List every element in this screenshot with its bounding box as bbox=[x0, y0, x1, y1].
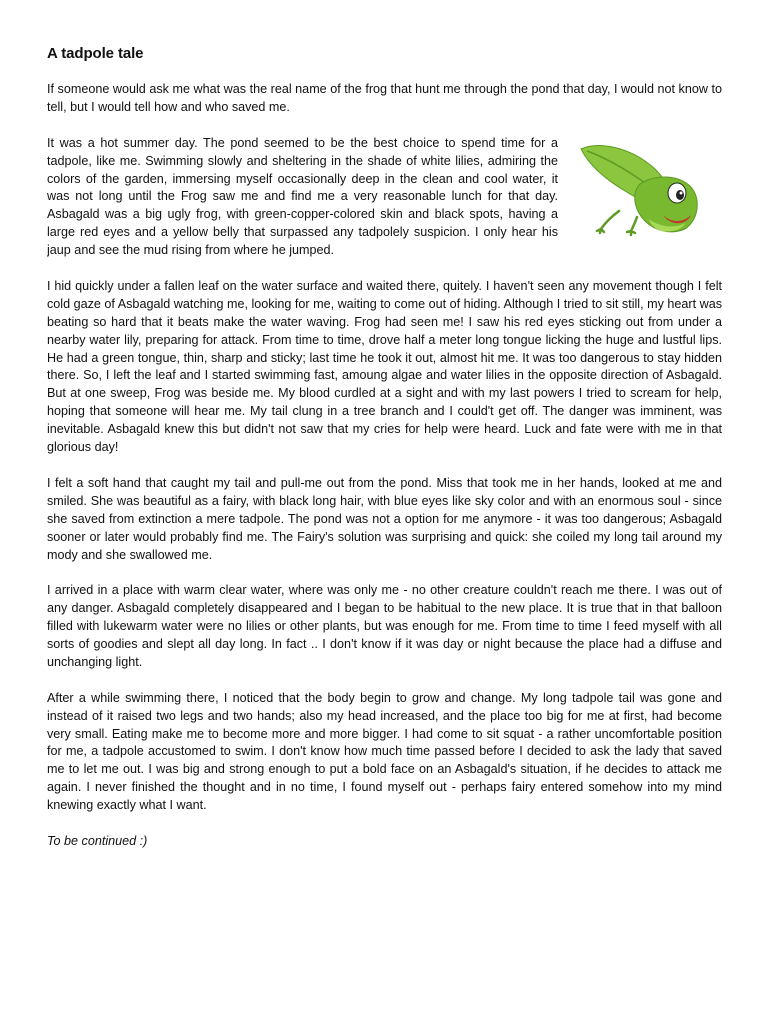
paragraph-with-figure bbox=[47, 135, 722, 278]
document-title: A tadpole tale bbox=[47, 45, 144, 62]
paragraph-1: If someone would ask me what was the real name of the frog that hunt me through the pond that day, I would not know to tell, but I would tell how and who saved me. bbox=[47, 82, 722, 114]
document-page bbox=[47, 44, 722, 869]
paragraph-6: After a while swimming there, I noticed that the body begin to grow and change. My long tadpole tail was gone and instead of it raised two legs and two hands; also my head increased, and the place too big for me at first, had become very small. Eating make me to become more and more bigger. I had come to sit squat - a rather uncomfortable position for me, a tadpole accustomed to swim. I don't know how much time passed before I decided to ask the lady that saved me to let me out. I was big and strong enough to put a bold face on an Asbagald's situation, if he decides to attack me again. I never finished the thought and in no time, I found myself out - perhaps fairy entered somehow into my mind knewing exactly what I want. bbox=[47, 690, 722, 813]
tadpole-illustration-icon bbox=[579, 139, 701, 237]
paragraph-2: It was a hot summer day. The pond seemed to be the best choice to spend time for a tadpole, like me. Swimming slowly and sheltering in the shade of white lilies, admiring the colors of the garden, immersing myself occasionally deep in the clean and cool water, it was not long until the Frog saw me and find me a very reasonable lunch for that day. Asbagald was a big ugly frog, with green-copper-colored skin and black spots, having a large red eyes and a yellow belly that surpassed any tadpolely suspicion. I only hear his jaup and see the mud rising from where he jumped. bbox=[47, 135, 558, 258]
paragraph-3: I hid quickly under a fallen leaf on the water surface and waited there, quitely. I haven't seen any movement though I felt cold gaze of Asbagald watching me, looking for me, waiting to come out of hiding. Although I tried to sit still, my heart was beating so hard that it beats make the water waving. Frog had seen me! I saw his red eyes sticking out from under a nearby water lily, preparing for attack. From time to time, drove half a meter long tongue licking the huge and lustful lips. He had a green tongue, thin, sharp and sticky; last time he took it out, almost hit me. It was too dangerous to stay hidden there. So, I left the leaf and I started swimming fast, amoung algae and water lilies in the opposite direction of Asbagald. But at one sweep, Frog was beside me. My blood curdled at a sight and with my last powers I tried to scream for help, hoping that someone will hear me. My tail clung in a tree branch and I could't get off. The danger was imminent, was inevitable. Asbagald knew this but didn't not saw that my cries for help were heard. Luck and fate were with me in that glorious day! bbox=[47, 278, 722, 455]
closing-line: To be continued :) bbox=[47, 833, 148, 848]
paragraph-5: I arrived in a place with warm clear water, where was only me - no other creature couldn't reach me there. I was out of any danger. Asbagald completely disappeared and I began to be habitual to the new place. It is true that in that balloon filled with lukewarm water were no lilies or other plants, but was enough for me. From time to time I feed myself with all sorts of goodies and slept all day long. In fact .. I don't know if it was day or night because the place had a diffuse and unchanging light. bbox=[47, 583, 722, 669]
paragraph-4: I felt a soft hand that caught my tail and pull-me out from the pond. Miss that took me in her hands, looked at me and smiled. She was beautiful as a fairy, with black long hair, with blue eyes like sky color and with an enormous soul - since she saved from extinction a mere tadpole. The pond was not a option for me anymore - it was too dangerous; Asbagald sooner or later would probably find me. The Fairy's solution was surprising and quick: she coiled my long tail around my mody and she swallowed me. bbox=[47, 475, 722, 562]
